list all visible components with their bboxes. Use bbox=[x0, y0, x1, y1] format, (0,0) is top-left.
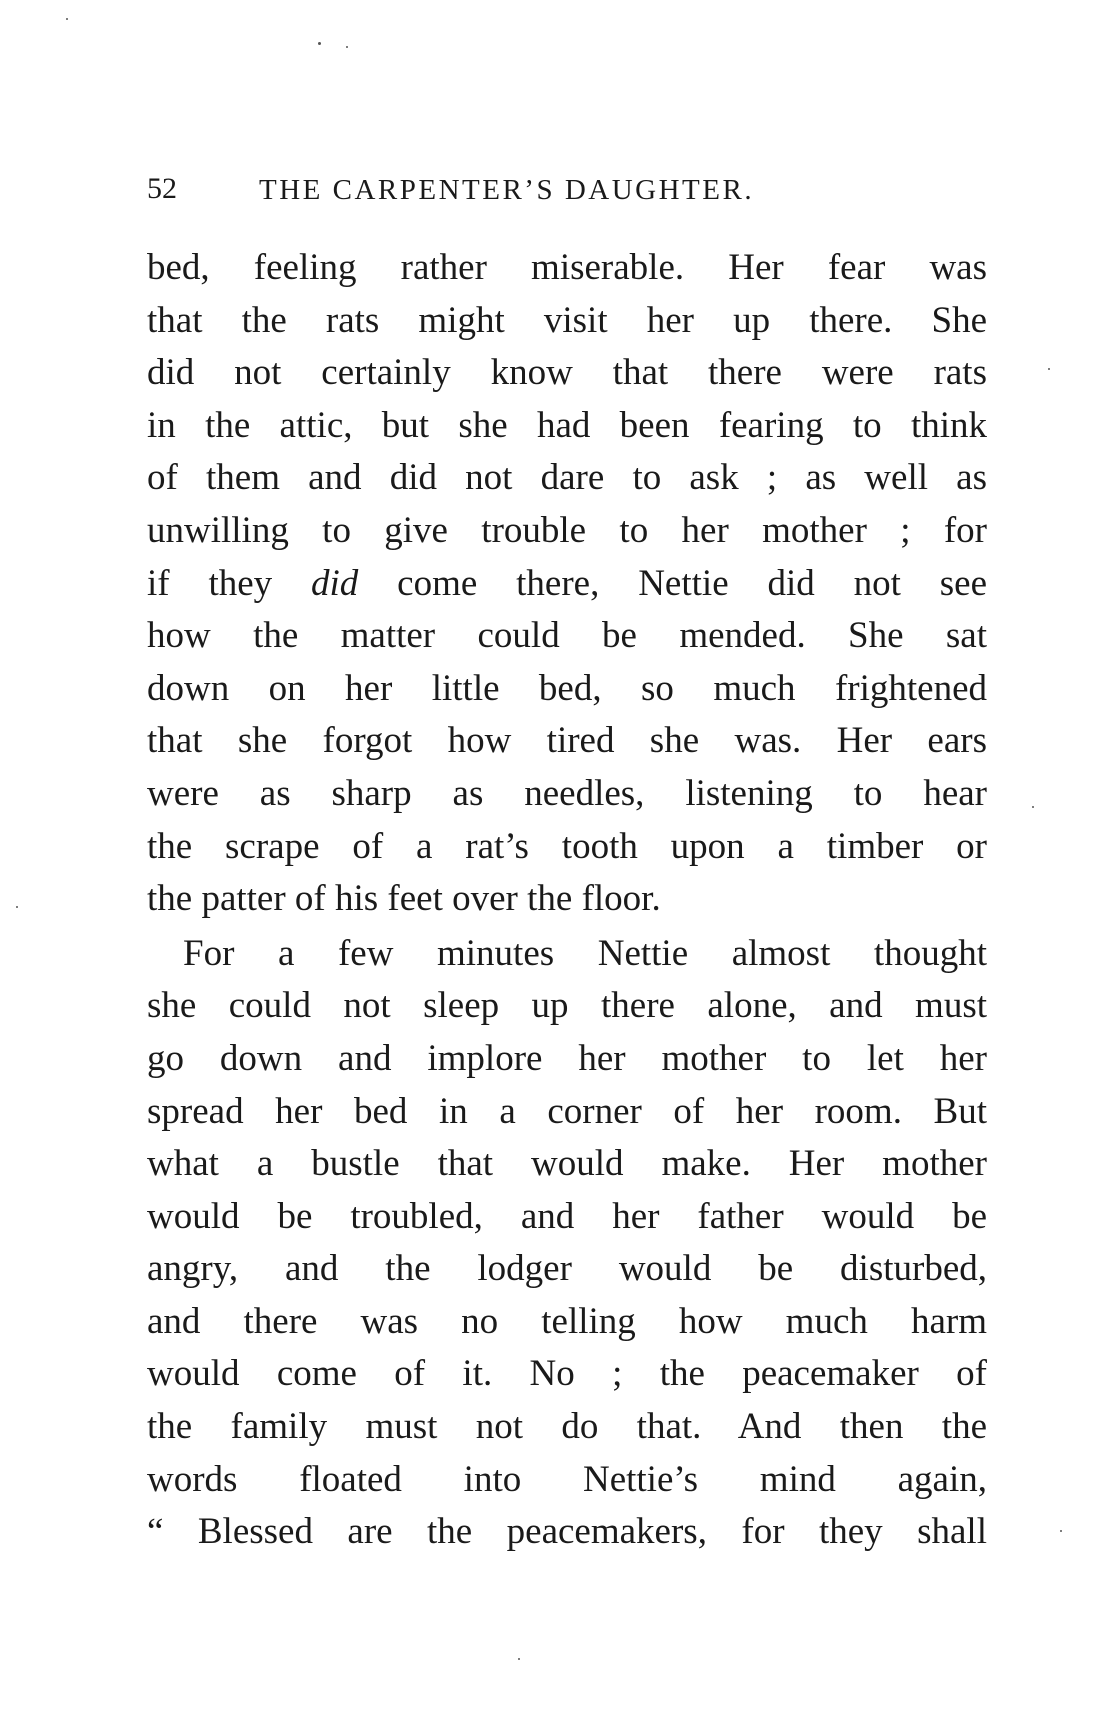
scan-speck bbox=[1060, 1530, 1062, 1532]
text-line: did not certainly know that there were rats bbox=[147, 352, 987, 394]
scan-speck bbox=[66, 18, 68, 20]
text-line: that the rats might visit her up there. She bbox=[147, 299, 987, 341]
text-line: angry, and the lodger would be disturbed, bbox=[147, 1248, 987, 1290]
text-line: go down and implore her mother to let her bbox=[147, 1037, 987, 1079]
text-line: “ Blessed are the peacemakers, for they shall bbox=[147, 1511, 987, 1553]
text-run: come there, Nettie did not see bbox=[358, 562, 987, 604]
running-title: THE CARPENTER’S DAUGHTER. bbox=[259, 174, 755, 206]
text-line: that she forgot how tired she was. Her ears bbox=[147, 720, 987, 762]
text-line: in the attic, but she had been fearing to think bbox=[147, 404, 987, 446]
paragraph-1 bbox=[147, 242, 987, 926]
text-line: and there was no telling how much harm bbox=[147, 1300, 987, 1342]
text-line: were as sharp as needles, listening to hear bbox=[147, 772, 987, 814]
text-line: bed, feeling rather miserable. Her fear was bbox=[147, 247, 987, 288]
text-line: the patter of his feet over the floor. bbox=[147, 878, 661, 920]
paragraph-2 bbox=[147, 928, 987, 1559]
scan-speck bbox=[16, 906, 18, 908]
scan-speck bbox=[318, 42, 321, 45]
text-line: would come of it. No ; the peacemaker of bbox=[147, 1353, 987, 1395]
text-line: spread her bed in a corner of her room. But bbox=[147, 1090, 987, 1132]
text-line: the family must not do that. And then the bbox=[147, 1406, 987, 1448]
text-line: how the matter could be mended. She sat bbox=[147, 615, 987, 657]
text-line: words floated into Nettie’s mind again, bbox=[147, 1458, 987, 1500]
text-line bbox=[147, 558, 987, 611]
page-number: 52 bbox=[147, 172, 177, 205]
text-line: the scrape of a rat’s tooth upon a timber or bbox=[147, 825, 987, 867]
text-line: she could not sleep up there alone, and must bbox=[147, 985, 987, 1027]
text-run: if they bbox=[147, 562, 312, 604]
italic-emphasis: did bbox=[311, 562, 359, 604]
text-line: would be troubled, and her father would be bbox=[147, 1195, 987, 1237]
text-line: unwilling to give trouble to her mother ; for bbox=[147, 509, 987, 551]
text-line: down on her little bed, so much frightened bbox=[147, 667, 987, 709]
scan-speck bbox=[518, 1658, 520, 1660]
scan-speck bbox=[346, 46, 348, 48]
text-line: For a few minutes Nettie almost thought bbox=[183, 932, 987, 974]
scan-speck bbox=[1048, 368, 1050, 370]
scan-speck bbox=[1032, 806, 1034, 808]
text-line: of them and did not dare to ask ; as well as bbox=[147, 457, 987, 499]
page-header bbox=[147, 172, 927, 212]
text-line: what a bustle that would make. Her mother bbox=[147, 1143, 987, 1185]
body-text bbox=[147, 242, 987, 1559]
